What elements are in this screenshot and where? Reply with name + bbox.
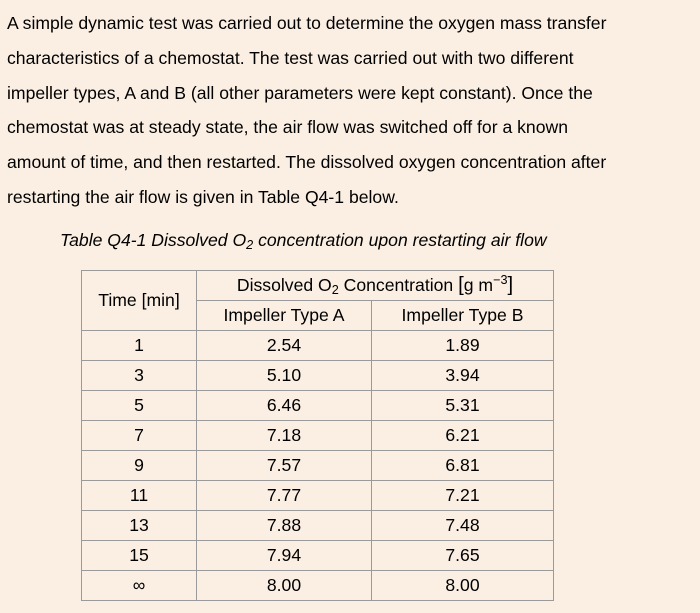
impeller-a-cell: 7.94 (197, 541, 372, 571)
impeller-b-cell: 5.31 (372, 391, 554, 421)
time-cell: 9 (82, 451, 197, 481)
caption-prefix: Table Q4-1 Dissolved O (60, 230, 247, 250)
impeller-a-cell: 5.10 (197, 361, 372, 391)
time-cell: 15 (82, 541, 197, 571)
impeller-b-cell: 6.81 (372, 451, 554, 481)
time-cell: 1 (82, 331, 197, 361)
paragraph-line: chemostat was at steady state, the air flow was switched off for a known (7, 117, 568, 138)
impeller-b-cell: 7.65 (372, 541, 554, 571)
group-header-middle: Concentration (338, 275, 459, 295)
impeller-a-cell: 2.54 (197, 331, 372, 361)
paragraph-line: impeller types, A and B (all other parameters were kept constant). Once the (7, 82, 593, 103)
paragraph-line: A simple dynamic test was carried out to determine the oxygen mass transfer (7, 13, 607, 33)
concentration-group-header (197, 271, 554, 301)
paragraph-line: amount of time, and then restarted. The dissolved oxygen concentration after (7, 152, 607, 173)
time-cell: 13 (82, 511, 197, 541)
table-row (82, 511, 554, 541)
time-cell: 5 (82, 391, 197, 421)
time-cell: 7 (82, 421, 197, 451)
oxygen-concentration-table (81, 270, 554, 601)
unit-text: g m (463, 275, 494, 295)
table-header-row (82, 271, 554, 301)
table-row (82, 421, 554, 451)
impeller-a-cell: 7.57 (197, 451, 372, 481)
impeller-a-cell: 7.77 (197, 481, 372, 511)
time-column-header: Time [min] (82, 271, 197, 331)
time-cell: ∞ (82, 571, 197, 601)
table-row (82, 451, 554, 481)
problem-paragraph (7, 6, 697, 215)
table-row (82, 481, 554, 511)
paragraph-line: restarting the air flow is given in Table Q4-1 below. (7, 186, 399, 207)
group-header-prefix: Dissolved O (236, 275, 332, 295)
impeller-b-cell: 6.21 (372, 421, 554, 451)
table-row (82, 571, 554, 601)
impeller-a-header: Impeller Type A (197, 301, 372, 331)
impeller-b-cell: 7.21 (372, 481, 554, 511)
time-cell: 11 (82, 481, 197, 511)
impeller-a-cell: 7.88 (197, 511, 372, 541)
impeller-a-cell: 7.18 (197, 421, 372, 451)
unit-exponent: −3 (493, 273, 508, 288)
table-row (82, 331, 554, 361)
table-row (82, 361, 554, 391)
table-row (82, 391, 554, 421)
bracket-close: ] (507, 274, 514, 296)
group-header-subscript: 2 (331, 283, 339, 298)
caption-subscript: 2 (246, 238, 254, 253)
paragraph-line: characteristics of a chemostat. The test was carried out with two different (7, 47, 574, 68)
impeller-a-cell: 6.46 (197, 391, 372, 421)
time-cell: 3 (82, 361, 197, 391)
table-row (82, 541, 554, 571)
table-caption (60, 230, 547, 251)
impeller-b-cell: 7.48 (372, 511, 554, 541)
impeller-b-cell: 1.89 (372, 331, 554, 361)
impeller-b-header: Impeller Type B (372, 301, 554, 331)
impeller-a-cell: 8.00 (197, 571, 372, 601)
bracket-open: [ (458, 274, 464, 296)
caption-suffix: concentration upon restarting air flow (253, 230, 547, 250)
impeller-b-cell: 3.94 (372, 361, 554, 391)
impeller-b-cell: 8.00 (372, 571, 554, 601)
